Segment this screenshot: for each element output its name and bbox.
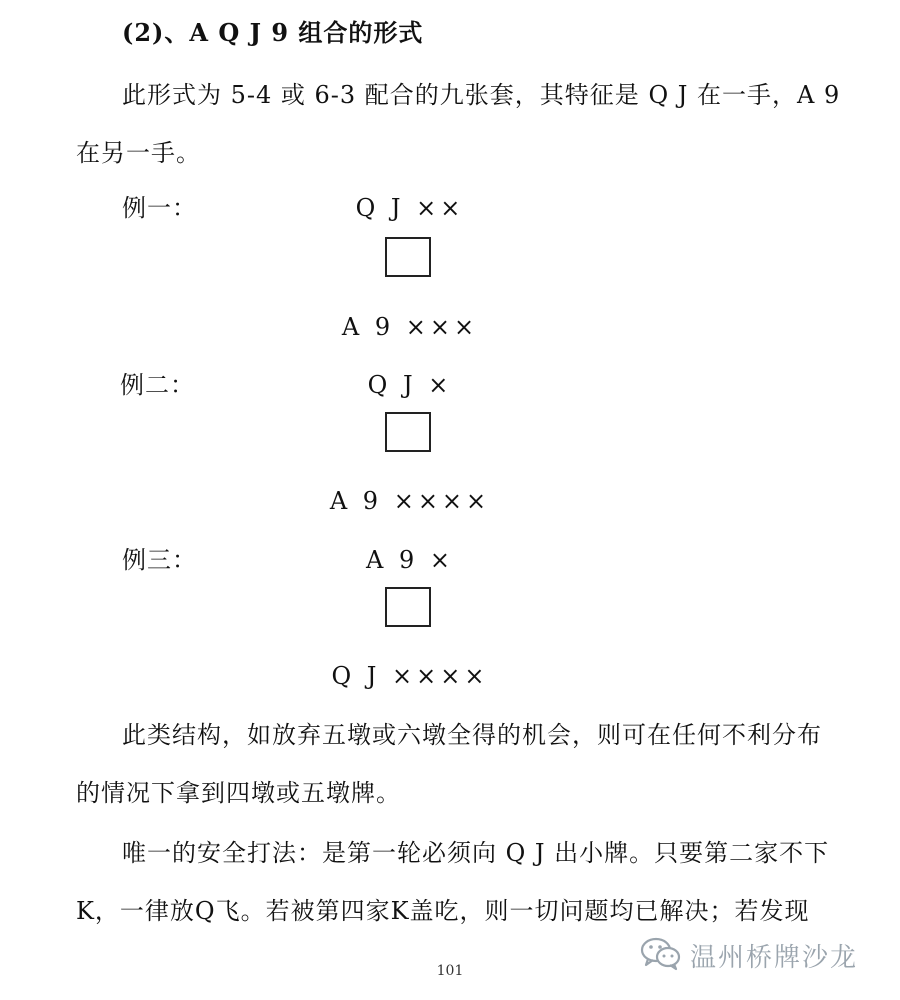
example-bottom-hand: A 9 ××××: [329, 487, 491, 515]
example-label: 例二：: [120, 371, 195, 399]
para2-line-1: 此类结构，如放弃五墩或六墩全得的机会，则可在任何不利分布: [122, 721, 822, 749]
intro-line-1: 此形式为 5-4 或 6-3 配合的九张套，其特征是 Q J 在一手，A 9: [122, 81, 841, 109]
example-label: 例一：: [122, 194, 197, 222]
example-label: 例三：: [122, 546, 197, 574]
para3-line-1: 唯一的安全打法：是第一轮必须向 Q J 出小牌。只要第二家不下: [122, 839, 830, 867]
example-bottom-hand: A 9 ×××: [341, 313, 479, 341]
example-top-hand: Q J ×: [367, 371, 453, 399]
section-heading: (2)、A Q J 9 组合的形式: [122, 18, 424, 47]
intro-line-2: 在另一手。: [76, 139, 201, 167]
example-top-hand: Q J ××: [355, 194, 465, 222]
para3-line-2: K，一律放Q飞。若被第四家K盖吃，则一切问题均已解决；若发现: [76, 897, 810, 925]
para2-line-2: 的情况下拿到四墩或五墩牌。: [76, 779, 401, 807]
table-box: [385, 237, 431, 277]
page-number: 101: [436, 963, 464, 979]
table-box: [385, 412, 431, 452]
wechat-icon: [640, 935, 682, 975]
watermark: [640, 935, 858, 975]
table-box: [385, 587, 431, 627]
example-bottom-hand: Q J ××××: [331, 662, 489, 690]
watermark-text: 温州桥牌沙龙: [690, 942, 859, 973]
example-top-hand: A 9 ×: [366, 546, 454, 574]
